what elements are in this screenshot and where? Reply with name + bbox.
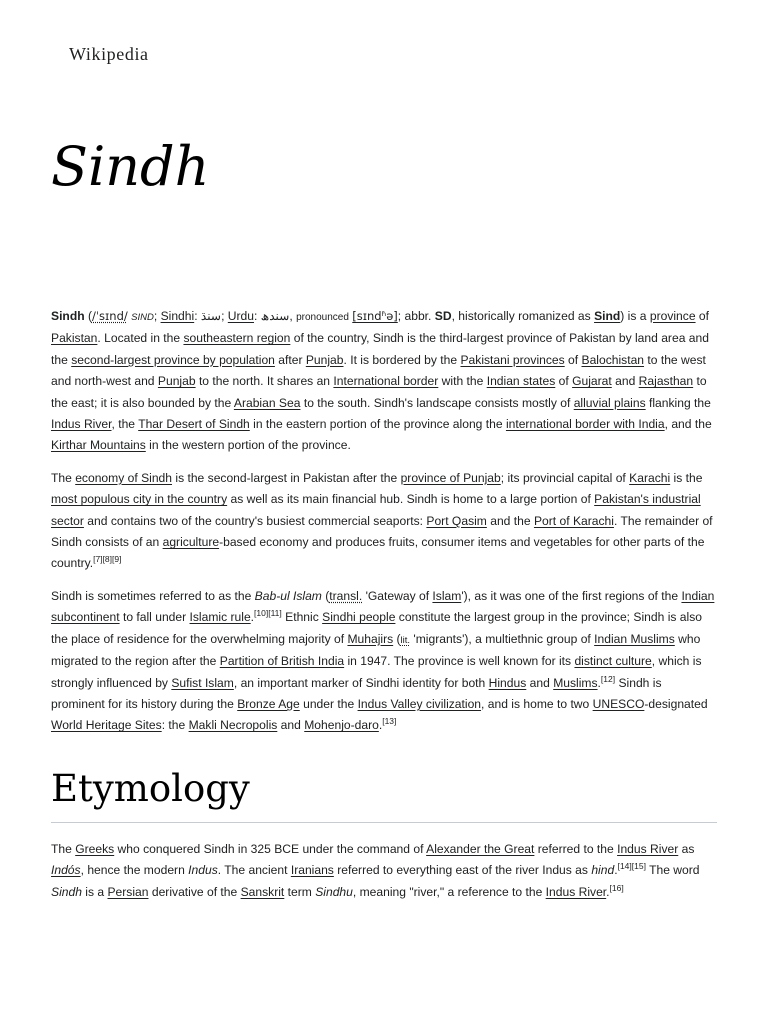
transl-abbr-link[interactable]: transl. — [329, 588, 363, 603]
link-partition-of-british-india[interactable]: Partition of British India — [219, 654, 345, 669]
wikipedia-wordmark-logo[interactable]: Wikipedia — [69, 44, 149, 64]
text: . — [614, 863, 618, 878]
text: and — [277, 718, 305, 733]
text: . — [250, 610, 255, 625]
text: : the — [161, 718, 189, 733]
text: under the — [299, 696, 358, 711]
sindhu-term: Sindhu — [315, 884, 353, 899]
link-punjab[interactable]: Punjab — [157, 374, 196, 389]
link-port-qasim[interactable]: Port Qasim — [426, 513, 487, 528]
heading-divider — [51, 822, 717, 823]
text: , and is home to two — [481, 696, 593, 711]
link-second-largest-province[interactable]: second-largest province by population — [71, 352, 275, 367]
citation-link[interactable]: [16] — [609, 882, 624, 893]
citation-link[interactable]: [13] — [382, 716, 397, 727]
text: who migrated to the region after the — [51, 631, 701, 669]
link-mohenjo-daro[interactable]: Mohenjo-daro — [304, 718, 379, 733]
ipa-native-link[interactable]: [sɪndʱə] — [352, 309, 398, 323]
text: ( — [321, 588, 330, 603]
intro-paragraph-2 — [51, 468, 717, 575]
text: is the — [670, 470, 703, 485]
text: of — [564, 352, 582, 367]
text: to the east; it is also bounded by the — [51, 374, 707, 410]
link-alexander-the-great[interactable]: Alexander the Great — [426, 841, 535, 856]
text: . It is bordered by the — [343, 352, 461, 367]
text: ; its provincial capital of — [500, 470, 630, 485]
text: flanking the — [645, 395, 711, 410]
text: is the second-largest in Pakistan after the — [172, 470, 401, 485]
link-southeastern-region[interactable]: southeastern region — [183, 331, 291, 346]
link-bronze-age[interactable]: Bronze Age — [237, 696, 300, 711]
text: and the — [486, 513, 534, 528]
link-indus-river[interactable]: Indus River — [51, 417, 112, 432]
text: with the — [438, 374, 487, 389]
text: Sindh is prominent for its history during the — [51, 675, 662, 711]
text: -designated — [644, 696, 708, 711]
link-sufist-islam[interactable]: Sufist Islam — [171, 675, 234, 690]
link-international-border-india[interactable]: international border with India — [505, 417, 665, 432]
citation-link[interactable]: [14][15] — [617, 861, 646, 872]
text: Ethnic — [281, 610, 323, 625]
link-pakistani-provinces[interactable]: Pakistani provinces — [460, 352, 565, 367]
text: 'migrants'), a multiethnic group of — [410, 631, 595, 646]
link-greeks[interactable]: Greeks — [75, 841, 115, 856]
link-unesco[interactable]: UNESCO — [592, 696, 645, 711]
text: ( — [393, 631, 401, 646]
sindh-term: Sindh — [51, 884, 82, 899]
text: , and the — [664, 417, 712, 432]
text: The word — [645, 863, 700, 878]
bab-ul-islam-term: Bab-ul Islam — [254, 588, 322, 603]
link-kirthar-mountains[interactable]: Kirthar Mountains — [51, 438, 146, 453]
text: , which is strongly influenced by — [51, 654, 702, 690]
intro-paragraph-3 — [51, 586, 717, 737]
pronounced-label: pronounced — [296, 312, 349, 323]
link-muhajirs[interactable]: Muhajirs — [347, 631, 394, 646]
subject-name: Sindh — [51, 309, 85, 323]
link-sindhi-people[interactable]: Sindhi people — [322, 610, 396, 625]
text: of — [555, 374, 573, 389]
text: : — [254, 309, 261, 323]
text: 'Gateway of — [362, 588, 433, 603]
text: . The ancient — [217, 863, 291, 878]
link-makli-necropolis[interactable]: Makli Necropolis — [188, 718, 278, 733]
text: is a — [81, 884, 108, 899]
text: of — [695, 309, 710, 323]
link-islam[interactable]: Islam — [432, 588, 462, 603]
link-international-border[interactable]: International border — [333, 374, 439, 389]
link-port-of-karachi[interactable]: Port of Karachi — [533, 513, 614, 528]
site-header — [69, 44, 149, 66]
urdu-script-text: سندھ — [260, 309, 290, 323]
text: term — [284, 884, 316, 899]
text: and — [611, 374, 639, 389]
link-thar-desert[interactable]: Thar Desert of Sindh — [138, 417, 250, 432]
section-heading-etymology: Etymology — [51, 766, 250, 810]
link-distinct-culture[interactable]: distinct culture — [574, 654, 652, 669]
intro-paragraph-1 — [51, 306, 717, 457]
text: , an important marker of Sindhi identity for both — [233, 675, 489, 690]
link-agriculture[interactable]: agriculture — [162, 535, 220, 550]
sindhi-script-text: سنڌ — [200, 309, 222, 323]
link-indos[interactable]: Indós — [51, 863, 81, 878]
text: constitute the largest group in the province; Sindh is also the place of residence for the overwhelming majority of — [51, 610, 702, 646]
citation-link[interactable]: [7][8][9] — [93, 554, 122, 565]
respelling: SIND — [131, 312, 154, 323]
text: , meaning "river," a reference to the — [352, 884, 546, 899]
link-indian-states[interactable]: Indian states — [486, 374, 556, 389]
text: ; abbr. — [397, 309, 435, 323]
text: derivative of the — [148, 884, 241, 899]
link-punjab[interactable]: Punjab — [305, 352, 344, 367]
text: ; — [221, 309, 228, 323]
citation-link[interactable]: [12] — [600, 673, 616, 684]
citation-refs — [93, 554, 121, 564]
link-province[interactable]: province — [649, 309, 696, 323]
text: to the south. Sindh's landscape consists mostly of — [300, 395, 574, 410]
text: who conquered Sindh in 325 BCE under the command of — [114, 841, 427, 856]
text: in the western portion of the province. — [145, 438, 351, 453]
text: ; — [153, 309, 161, 323]
link-sanskrit[interactable]: Sanskrit — [240, 884, 285, 899]
text: in the eastern portion of the province along the — [249, 417, 506, 432]
link-rajasthan[interactable]: Rajasthan — [638, 374, 694, 389]
text: of the country, Sindh is the third-largest province of Pakistan by land area and the — [51, 331, 709, 367]
citation-refs — [618, 861, 646, 871]
text: The — [51, 841, 76, 856]
text: referred to the — [534, 841, 618, 856]
text: . The remainder of Sindh consists of an — [51, 513, 713, 550]
text: ( — [84, 309, 92, 323]
text: ) is a — [620, 309, 650, 323]
hind-term: hind — [591, 863, 615, 878]
text: . Located in the — [97, 331, 184, 346]
link-gujarat[interactable]: Gujarat — [572, 374, 612, 389]
text: . — [597, 675, 601, 690]
link-world-heritage-sites[interactable]: World Heritage Sites — [51, 718, 162, 733]
text: -based economy and produces fruits, consumer items and vegetables for other parts of the country. — [51, 535, 705, 571]
link-sind[interactable]: Sind — [594, 309, 621, 323]
abbreviation: SD — [434, 309, 452, 323]
page-title: Sindh — [51, 135, 210, 198]
link-indus-river[interactable]: Indus River — [545, 884, 607, 899]
link-iranians[interactable]: Iranians — [290, 863, 334, 878]
link-hindus[interactable]: Hindus — [488, 675, 527, 690]
citation-refs — [610, 883, 624, 893]
text: : — [194, 309, 201, 323]
link-arabian-sea[interactable]: Arabian Sea — [233, 395, 301, 410]
text: , hence the modern — [80, 863, 189, 878]
citation-refs — [382, 716, 396, 726]
text: and contains two of the country's busiest commercial seaports: — [83, 513, 427, 528]
article-body — [51, 306, 717, 914]
text: '), as it was one of the first regions of the — [461, 588, 682, 603]
link-pakistan[interactable]: Pakistan — [51, 331, 98, 346]
text: , historically romanized as — [451, 309, 595, 323]
citation-refs — [254, 608, 282, 618]
text: , — [289, 309, 297, 323]
text: as — [678, 841, 695, 856]
text: . — [378, 718, 383, 733]
link-karachi[interactable]: Karachi — [629, 470, 671, 485]
text: Sindh is sometimes referred to as the — [51, 588, 255, 603]
citation-link[interactable]: [10][11] — [254, 608, 282, 619]
lit-abbr-link[interactable]: lit. — [400, 634, 411, 646]
link-indian-subcontinent[interactable]: Indian subcontinent — [51, 588, 715, 625]
link-province-of-punjab[interactable]: province of Punjab — [400, 470, 501, 485]
text: and — [526, 675, 554, 690]
link-industrial-sector[interactable]: Pakistan's industrial sector — [51, 492, 701, 528]
ipa-link[interactable]: /ˈsɪnd/ — [91, 309, 128, 323]
etymology-paragraph — [51, 839, 717, 903]
link-muslims[interactable]: Muslims — [553, 675, 598, 690]
text: The — [51, 470, 76, 485]
text: as well as its main financial hub. Sindh is home to a large portion of — [227, 492, 595, 507]
citation-refs — [601, 673, 615, 683]
link-economy-of-sindh[interactable]: economy of Sindh — [75, 470, 173, 485]
link-indus-river[interactable]: Indus River — [617, 841, 679, 856]
link-indus-valley-civilization[interactable]: Indus Valley civilization — [357, 696, 482, 711]
text: to fall under — [119, 610, 190, 625]
link-islamic-rule[interactable]: Islamic rule — [189, 610, 251, 625]
text: referred to everything east of the river Indus as — [333, 863, 592, 878]
link-alluvial-plains[interactable]: alluvial plains — [573, 395, 646, 410]
link-sindhi-language[interactable]: Sindhi — [160, 309, 195, 323]
text: to the north. It shares an — [195, 374, 334, 389]
text: to the west and north-west and — [51, 352, 706, 389]
text: . — [606, 884, 610, 899]
link-urdu[interactable]: Urdu — [227, 309, 255, 323]
text: after — [274, 352, 306, 367]
link-balochistan[interactable]: Balochistan — [581, 352, 645, 367]
link-persian[interactable]: Persian — [107, 884, 149, 899]
indus-term: Indus — [188, 863, 218, 878]
text: in 1947. The province is well known for its — [344, 654, 575, 669]
link-most-populous-city[interactable]: most populous city in the country — [51, 492, 228, 507]
text: , the — [111, 417, 139, 432]
link-indian-muslims[interactable]: Indian Muslims — [594, 631, 675, 646]
